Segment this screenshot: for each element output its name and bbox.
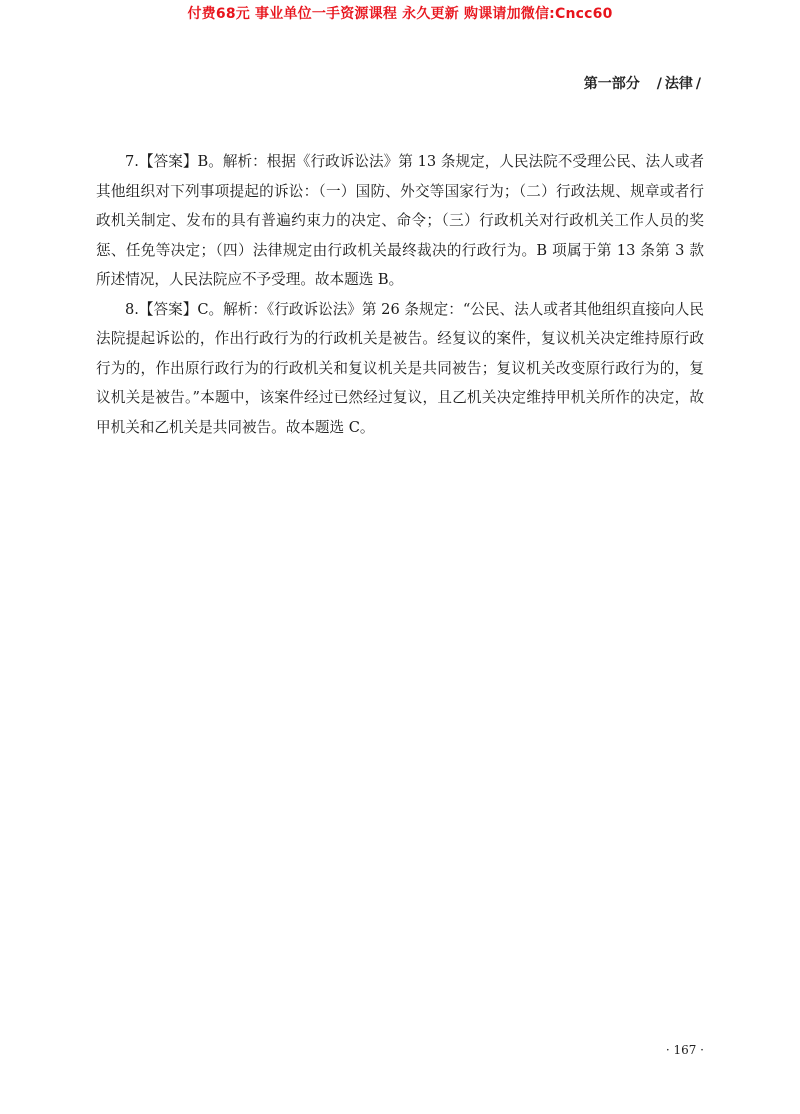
part-label: 第一部分: [583, 76, 640, 92]
answer-explanations: [96, 147, 704, 442]
page-number: · 167 ·: [665, 1043, 704, 1057]
header-slash-left: /: [656, 76, 662, 92]
section-label: 法律: [664, 76, 693, 92]
promo-banner: 付费68元 事业单位一手资源课程 永久更新 购课请加微信:Cncc60: [187, 6, 613, 22]
answer-paragraph-7: 7.【答案】B。解析：根据《行政诉讼法》第 13 条规定，人民法院不受理公民、法人或者其他组织对下列事项提起的诉讼：（一）国防、外交等国家行为；（二）行政法规、规章或者行政机关制定、发布的具有普遍约束力的决定、命令；（三）行政机关对行政机关工作人员的奖惩、任免等决定；（四）法律规定由行政机关最终裁决的行政行为。B 项属于第 13 条第 3 款所述情况，人民法院应不予受理。故本题选 B。: [96, 153, 704, 288]
answer-paragraph-8: 8.【答案】C。解析：《行政诉讼法》第 26 条规定：“公民、法人或者其他组织直接向人民法院提起诉讼的，作出行政行为的行政机关是被告。经复议的案件，复议机关决定维持原行政行为的，作出原行政行为的行政机关和复议机关是共同被告；复议机关改变原行政行为的，复议机关是被告。”本题中，该案件经过已然经过复议，且乙机关决定维持甲机关所作的决定，故甲机关和乙机关是共同被告。故本题选 C。: [96, 300, 704, 436]
header-slash-right: /: [695, 76, 701, 92]
running-header: [584, 73, 704, 93]
